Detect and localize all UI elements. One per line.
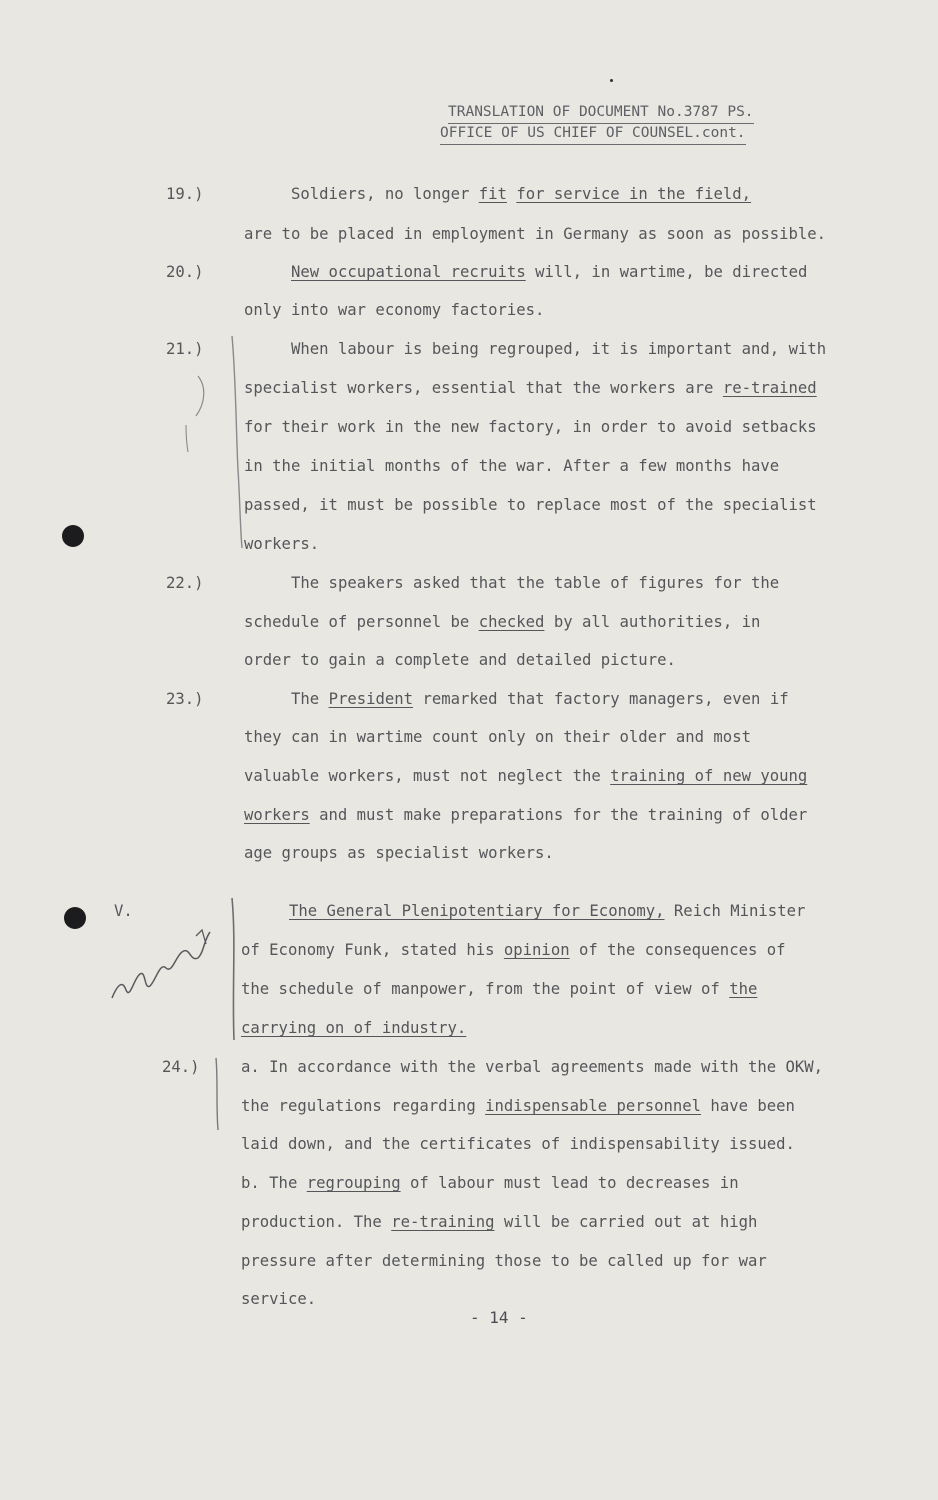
text-line: they can in wartime count only on their older and most [244, 728, 751, 746]
text-line: The speakers asked that the table of figures for the [291, 574, 780, 592]
text-line: Soldiers, no longer fit for service in the field, [291, 185, 752, 203]
underlined-text: The General Plenipotentiary for Economy, [289, 902, 665, 920]
text-line: in the initial months of the war. After a few months have [244, 457, 780, 475]
underlined-text: checked [478, 613, 545, 631]
text-line: of Economy Funk, stated his opinion of the consequences of [241, 941, 786, 959]
text-line: only into war economy factories. [244, 301, 545, 319]
paragraph-number: 24.) [162, 1058, 200, 1076]
paragraph-number: V. [114, 902, 133, 920]
punch-hole-top [62, 525, 84, 547]
underlined-text: workers [244, 806, 310, 824]
punch-hole-bottom [64, 907, 86, 929]
page-number: - 14 - [470, 1308, 528, 1327]
text-line: laid down, and the certificates of indispensability issued. [241, 1135, 795, 1153]
underlined-text: re-trained [722, 379, 817, 397]
paragraph-number: 23.) [166, 690, 204, 708]
document-header [440, 103, 754, 145]
text-line: New occupational recruits will, in wartime, be directed [291, 263, 808, 281]
text-line: the schedule of manpower, from the point of view of the [241, 980, 758, 998]
underlined-text: indispensable personnel [485, 1097, 702, 1115]
text-line: b. The regrouping of labour must lead to decreases in [241, 1174, 739, 1192]
text-line: When labour is being regrouped, it is important and, with [291, 340, 827, 358]
text-line: for their work in the new factory, in order to avoid setbacks [244, 418, 817, 436]
underlined-text: opinion [503, 941, 570, 959]
paragraph-number: 19.) [166, 185, 204, 203]
paragraph-number: 22.) [166, 574, 204, 592]
text-line: workers. [244, 535, 320, 553]
text-line: are to be placed in employment in Germany as soon as possible. [244, 225, 827, 243]
text-line: passed, it must be possible to replace most of the specialist [244, 496, 817, 514]
underlined-text: fit [478, 185, 507, 203]
underlined-text: President [328, 690, 414, 708]
text-line [241, 1019, 466, 1037]
text-line: workers and must make preparations for the training of older [244, 806, 808, 824]
text-line: order to gain a complete and detailed picture. [244, 651, 676, 669]
text-line: The President remarked that factory managers, even if [291, 690, 789, 708]
underlined-text: New occupational recruits [291, 263, 526, 281]
header-line-2: OFFICE OF US CHIEF OF COUNSEL.cont. [440, 124, 746, 145]
paragraph-number: 21.) [166, 340, 204, 358]
underlined-text: regrouping [306, 1174, 401, 1192]
text-line: schedule of personnel be checked by all authorities, in [244, 613, 761, 631]
text-line: a. In accordance with the verbal agreements made with the OKW, [241, 1058, 824, 1076]
underlined-text: the [729, 980, 758, 998]
text-line: valuable workers, must not neglect the training of new young [244, 767, 808, 785]
underlined-text: carrying on of industry. [241, 1019, 467, 1037]
underlined-text: re-training [391, 1213, 495, 1231]
text-line: pressure after determining those to be called up for war [241, 1252, 767, 1270]
paragraph-number: 20.) [166, 263, 204, 281]
text-line: The General Plenipotentiary for Economy, Reich Minister [289, 902, 806, 920]
header-line-1: TRANSLATION OF DOCUMENT No.3787 PS. [448, 103, 754, 124]
text-line: specialist workers, essential that the workers are re-trained [244, 379, 817, 397]
underlined-text: training of new young [610, 767, 808, 785]
text-line: production. The re-training will be carried out at high [241, 1213, 758, 1231]
ink-speck [610, 79, 613, 82]
underlined-text: for service in the field, [516, 185, 752, 203]
text-line: the regulations regarding indispensable personnel have been [241, 1097, 795, 1115]
text-line: service. [241, 1290, 317, 1308]
text-line: age groups as specialist workers. [244, 844, 554, 862]
